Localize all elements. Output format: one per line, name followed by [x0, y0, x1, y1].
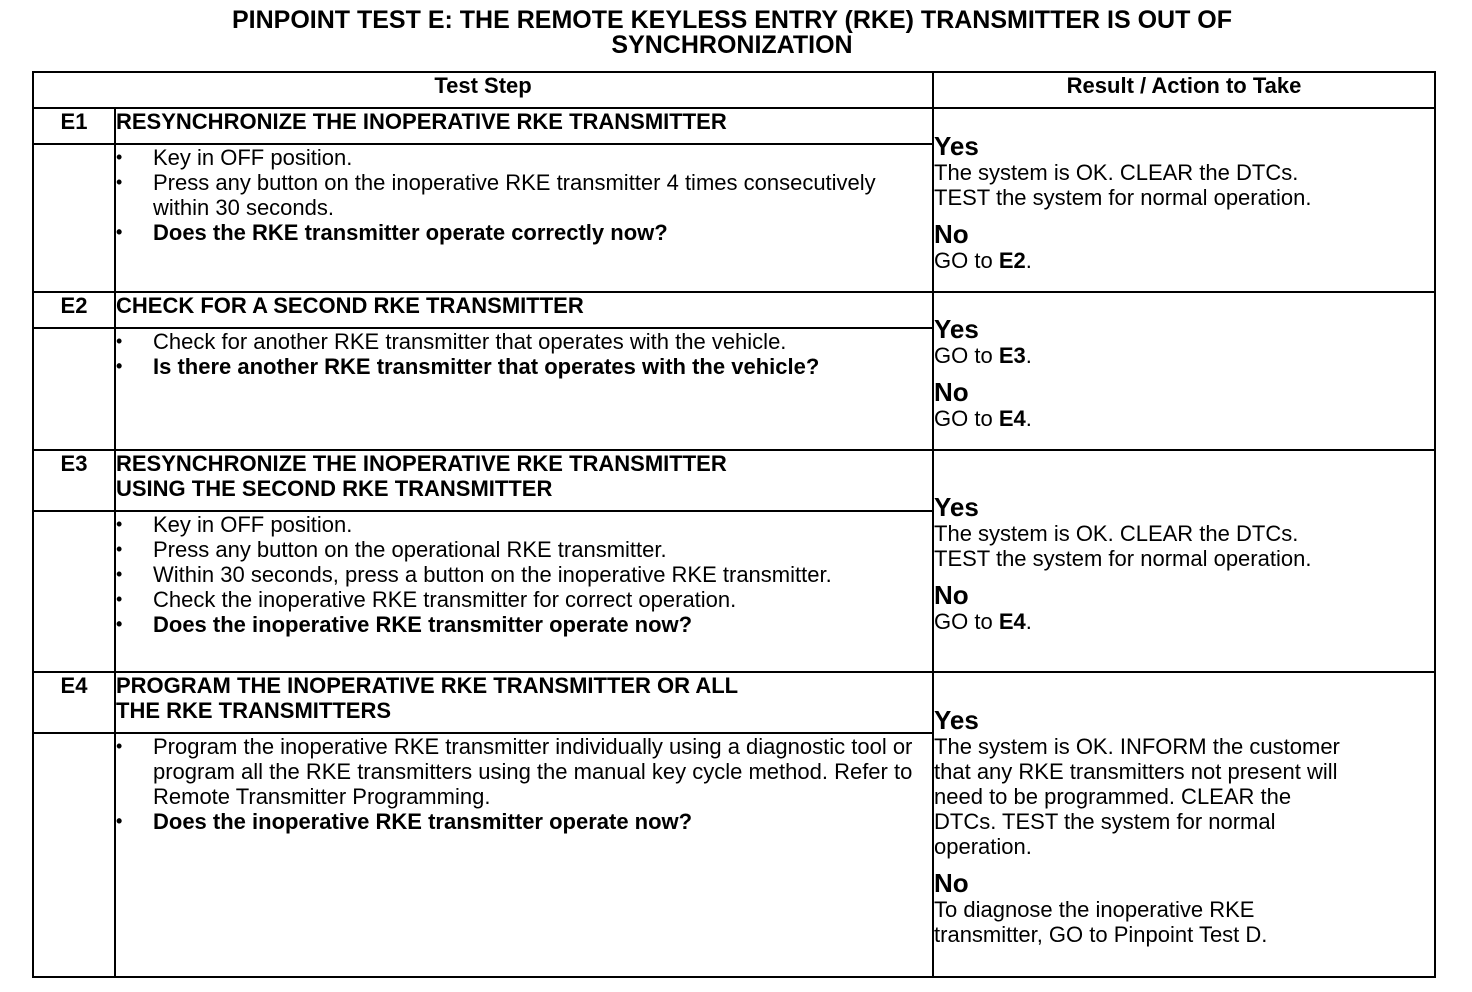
yes-action-line: The system is OK. INFORM the customer	[934, 734, 1340, 759]
step-id: E2	[33, 292, 115, 328]
step-body	[115, 733, 933, 977]
list-item: • Check for another RKE transmitter that operates with the vehicle.	[116, 329, 932, 354]
no-action-ref: E4	[998, 406, 1026, 431]
no-action-ref: E4	[998, 608, 1026, 634]
step-e2-result	[933, 292, 1435, 450]
yes-action-prefix: GO to	[934, 343, 999, 368]
no-action-prefix: GO to	[934, 608, 999, 634]
list-item: • Program the inoperative RKE transmitter individually using a diagnostic tool or program all the RKE transmitters using the manual key cycle method. Refer to Remote Transmitter Programming.	[116, 734, 932, 809]
no-action-prefix: GO to	[934, 247, 999, 273]
step-question: • Does the RKE transmitter operate correctly now?	[116, 220, 932, 245]
yes-label: Yes	[934, 130, 979, 161]
step-e3-result	[933, 450, 1435, 672]
pinpoint-test-table	[32, 71, 1436, 978]
step-title-line: CHECK FOR A SECOND RKE TRANSMITTER	[116, 293, 584, 318]
step-question: • Is there another RKE transmitter that operates with the vehicle?	[116, 354, 932, 379]
no-action-line: To diagnose the inoperative RKE	[934, 897, 1255, 922]
header-result-action: Result / Action to Take	[933, 72, 1435, 108]
step-title-line: THE RKE TRANSMITTERS	[116, 698, 391, 723]
step-body	[115, 328, 933, 450]
yes-action-line: DTCs. TEST the system for normal	[934, 809, 1276, 834]
list-item: • Check the inoperative RKE transmitter for correct operation.	[116, 587, 932, 612]
yes-action-line: need to be programmed. CLEAR the	[934, 784, 1292, 809]
step-e3-title-row	[33, 450, 1435, 511]
bullet-list	[116, 512, 932, 637]
step-id-spacer	[33, 328, 115, 450]
yes-action-ref: E3	[998, 343, 1026, 368]
step-question: • Does the inoperative RKE transmitter operate now?	[116, 809, 932, 834]
step-title	[115, 292, 933, 328]
step-id-spacer	[33, 511, 115, 672]
no-action-line: transmitter, GO to Pinpoint Test D.	[934, 922, 1268, 947]
bullet-list	[116, 145, 932, 245]
step-title	[115, 108, 933, 144]
step-title	[115, 450, 933, 511]
no-label: No	[934, 579, 969, 610]
no-action	[934, 609, 1434, 634]
step-question: • Does the inoperative RKE transmitter operate now?	[116, 612, 932, 637]
step-body	[115, 144, 933, 292]
yes-action-line: TEST the system for normal operation.	[934, 545, 1312, 571]
yes-action	[934, 343, 1434, 368]
no-label: No	[934, 377, 969, 407]
step-id: E3	[33, 450, 115, 511]
step-id-spacer	[33, 733, 115, 977]
title-line-1: PINPOINT TEST E: THE REMOTE KEYLESS ENTRY (RKE) TRANSMITTER IS OUT OF	[231, 6, 1233, 34]
list-item: • Press any button on the operational RKE transmitter.	[116, 537, 932, 562]
no-action-suffix: .	[1025, 608, 1032, 634]
step-body	[115, 511, 933, 672]
step-title-line: PROGRAM THE INOPERATIVE RKE TRANSMITTER OR ALL	[116, 673, 739, 698]
yes-action-line: The system is OK. CLEAR the DTCs.	[934, 159, 1299, 185]
bullet-list	[116, 329, 932, 379]
step-e1-title-row	[33, 108, 1435, 144]
yes-action-suffix: .	[1025, 343, 1032, 368]
step-title-line: USING THE SECOND RKE TRANSMITTER	[116, 476, 553, 501]
step-e2-title-row	[33, 292, 1435, 328]
yes-action-line: The system is OK. CLEAR the DTCs.	[934, 520, 1299, 546]
page-title	[32, 8, 1432, 58]
no-action-suffix: .	[1025, 406, 1032, 431]
step-title	[115, 672, 933, 733]
header-test-step: Test Step	[33, 72, 933, 108]
no-action	[934, 406, 1434, 431]
step-id: E4	[33, 672, 115, 733]
step-id-spacer	[33, 144, 115, 292]
no-label: No	[934, 218, 969, 249]
yes-label: Yes	[934, 705, 979, 735]
yes-label: Yes	[934, 314, 979, 344]
no-action-suffix: .	[1025, 247, 1032, 273]
step-title-line: RESYNCHRONIZE THE INOPERATIVE RKE TRANSMITTER	[116, 109, 727, 134]
list-item: • Press any button on the inoperative RKE transmitter 4 times consecutively within 30 seconds.	[116, 170, 932, 220]
bullet-list	[116, 734, 932, 834]
no-action-ref: E2	[998, 247, 1026, 273]
list-item: • Within 30 seconds, press a button on the inoperative RKE transmitter.	[116, 562, 932, 587]
yes-action-line: TEST the system for normal operation.	[934, 184, 1312, 210]
step-title-line: RESYNCHRONIZE THE INOPERATIVE RKE TRANSMITTER	[116, 451, 727, 476]
no-action-prefix: GO to	[934, 406, 999, 431]
step-e1-result	[933, 108, 1435, 292]
no-label: No	[934, 868, 969, 898]
title-line-2: SYNCHRONIZATION	[611, 31, 853, 59]
step-id: E1	[33, 108, 115, 144]
step-e4-title-row	[33, 672, 1435, 733]
list-item: • Key in OFF position.	[116, 145, 932, 170]
table-header-row	[33, 72, 1435, 108]
list-item: • Key in OFF position.	[116, 512, 932, 537]
no-action	[934, 248, 1434, 273]
yes-label: Yes	[934, 491, 979, 522]
step-e4-result	[933, 672, 1435, 977]
yes-action-line: that any RKE transmitters not present will	[934, 759, 1338, 784]
yes-action-line: operation.	[934, 834, 1032, 859]
